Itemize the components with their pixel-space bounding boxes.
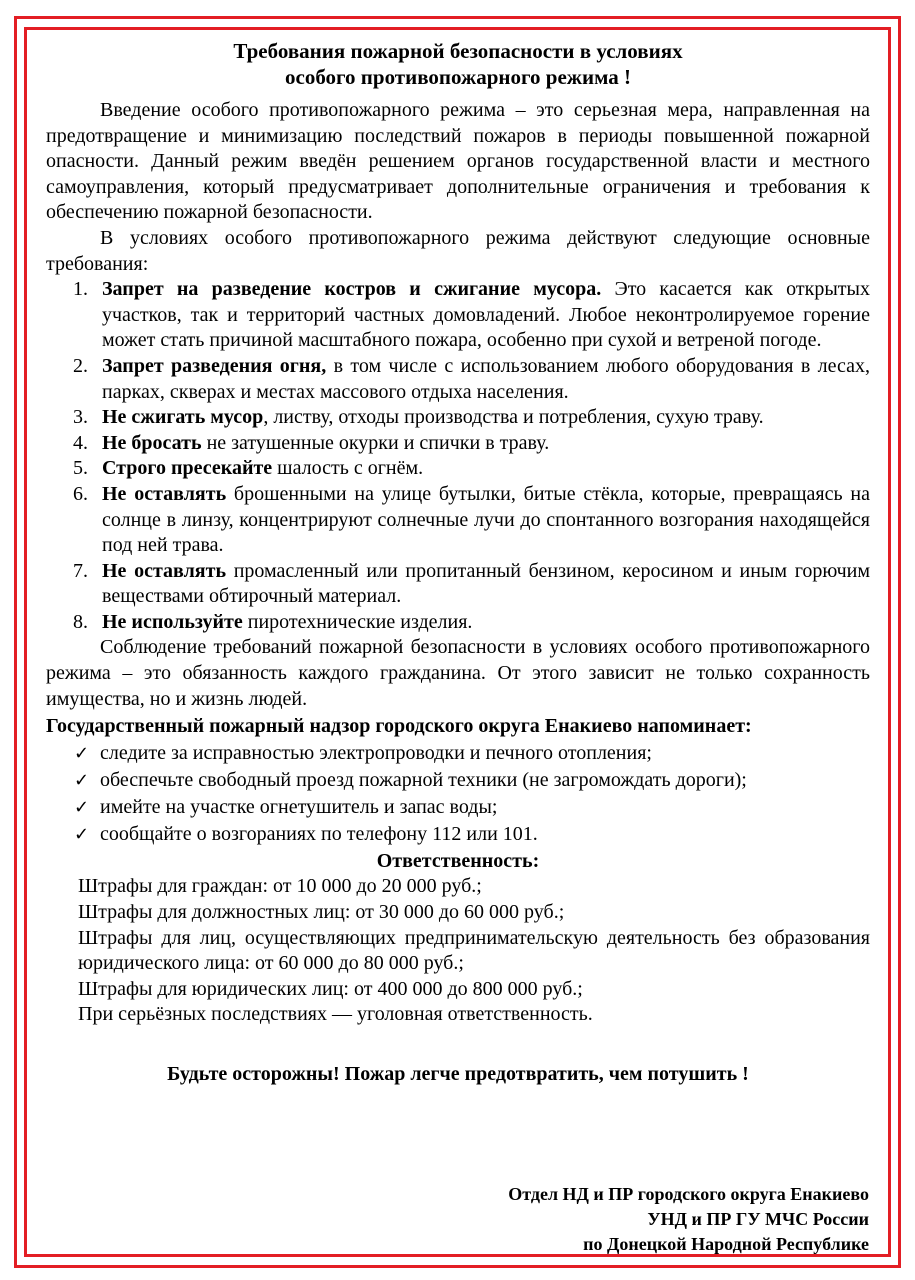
requirement-item (46, 610, 870, 636)
requirement-item (46, 405, 870, 431)
requirement-bold: Не бросать (102, 431, 202, 454)
intro-paragraph: Введение особого противопожарного режима – это серьезная мера, направленная на предотвращение и минимизацию последствий пожаров в периоды повышенной пожарной опасности. Данный режим введён решением органов государственной власти и местного самоуправления, который предусматривает дополнительные ограничения и требования к обеспечению пожарной безопасности. (46, 99, 870, 224)
reminder-item (46, 794, 870, 821)
fine-item: Штрафы для лиц, осуществляющих предпринимательскую деятельность без образования юридического лица: от 60 000 до 80 000 руб.; (78, 926, 870, 975)
requirement-text: не затушенные окурки и спички в траву. (201, 431, 550, 454)
requirement-number: 5. (73, 457, 88, 480)
compliance-paragraph: Соблюдение требований пожарной безопасности в условиях особого противопожарного режима – это обязанность каждого гражданина. От этого зависит не только сохранность имущества, но и жизнь людей. (46, 636, 870, 710)
check-mark-icon: ✓ (74, 769, 90, 791)
requirement-item (46, 559, 870, 610)
requirement-item (46, 456, 870, 482)
check-mark-icon: ✓ (74, 742, 90, 764)
requirement-number: 2. (73, 354, 88, 377)
reminder-text: сообщайте о возгораниях по телефону 112 или 101. (100, 822, 538, 845)
check-mark-icon: ✓ (74, 796, 90, 818)
check-mark-icon: ✓ (74, 823, 90, 845)
requirement-text: в том числе с использованием любого оборудования в лесах, парках, скверах и местах массового отдыха населения. (102, 354, 870, 403)
reminder-item (46, 767, 870, 794)
requirement-bold: Запрет разведения огня, (102, 354, 327, 377)
fine-item: Штрафы для юридических лиц: от 400 000 до 800 000 руб.; (78, 977, 583, 1000)
requirement-text: шалость с огнём. (272, 457, 424, 480)
fine-item: При серьёзных последствиях — уголовная ответственность. (78, 1003, 593, 1026)
requirement-number: 6. (73, 482, 88, 505)
requirement-number: 1. (73, 278, 88, 301)
requirement-number: 7. (73, 559, 88, 582)
fines-list (46, 874, 870, 1028)
requirements-list (46, 277, 870, 635)
requirement-text: Это касается как открытых участков, так и территорий частных домовладений. Любое неконтролируемое горение может стать причиной масштабного пожара, особенно при сухой и ветреной погоде. (102, 278, 870, 352)
requirement-text: пиротехнические изделия. (242, 610, 473, 633)
warning-slogan: Будьте осторожны! Пожар легче предотвратить, чем потушить ! (167, 1063, 749, 1085)
title-line-2: особого противопожарного режима ! (285, 65, 631, 89)
requirement-text: промасленный или пропитанный бензином, керосином и иным горючим веществами обтирочный материал. (102, 559, 871, 608)
requirement-text: , листву, отходы производства и потребления, сухую траву. (263, 406, 764, 429)
requirement-item (46, 482, 870, 559)
requirement-item (46, 277, 870, 354)
reminder-item (46, 740, 870, 767)
reminder-text: имейте на участке огнетушитель и запас воды; (100, 795, 498, 818)
requirement-item (46, 431, 870, 457)
signature-line-2: УНД и ПР ГУ МЧС России (647, 1209, 869, 1229)
reminder-text: обеспечьте свободный проезд пожарной техники (не загромождать дороги); (100, 768, 747, 791)
requirement-number: 8. (73, 610, 88, 633)
reminder-text: следите за исправностью электропроводки и печного отопления; (100, 741, 652, 764)
requirement-bold: Строго пресекайте (102, 457, 273, 480)
signature-line-3: по Донецкой Народной Республике (583, 1234, 869, 1254)
requirement-bold: Не оставлять (102, 559, 227, 582)
requirements-intro: В условиях особого противопожарного режима действуют следующие основные требования: (46, 226, 870, 275)
signature-block (508, 1182, 869, 1257)
supervision-heading: Государственный пожарный надзор городского округа Енакиево напоминает: (46, 715, 752, 738)
document-body (46, 38, 870, 1088)
requirement-bold: Не сжигать мусор (102, 406, 264, 429)
requirement-text: брошенными на улице бутылки, битые стёкла, которые, превращаясь на солнце в линзу, концентрируют солнечные лучи до спонтанного возгорания находящейся под ней трава. (102, 482, 870, 557)
fine-item: Штрафы для должностных лиц: от 30 000 до 60 000 руб.; (78, 901, 565, 924)
reminders-list (46, 740, 870, 848)
document-title (46, 38, 870, 90)
requirement-item (46, 354, 870, 405)
responsibility-heading: Ответственность: (376, 849, 540, 872)
signature-line-1: Отдел НД и ПР городского округа Енакиево (508, 1184, 869, 1204)
title-line-1: Требования пожарной безопасности в условиях (233, 39, 683, 63)
requirement-number: 3. (73, 406, 88, 429)
reminder-item (46, 821, 870, 848)
requirement-bold: Запрет на разведение костров и сжигание мусора. (102, 278, 602, 301)
requirement-number: 4. (73, 431, 88, 454)
fine-item: Штрафы для граждан: от 10 000 до 20 000 руб.; (78, 875, 482, 898)
requirement-bold: Не используйте (102, 610, 243, 633)
requirement-bold: Не оставлять (102, 482, 227, 505)
